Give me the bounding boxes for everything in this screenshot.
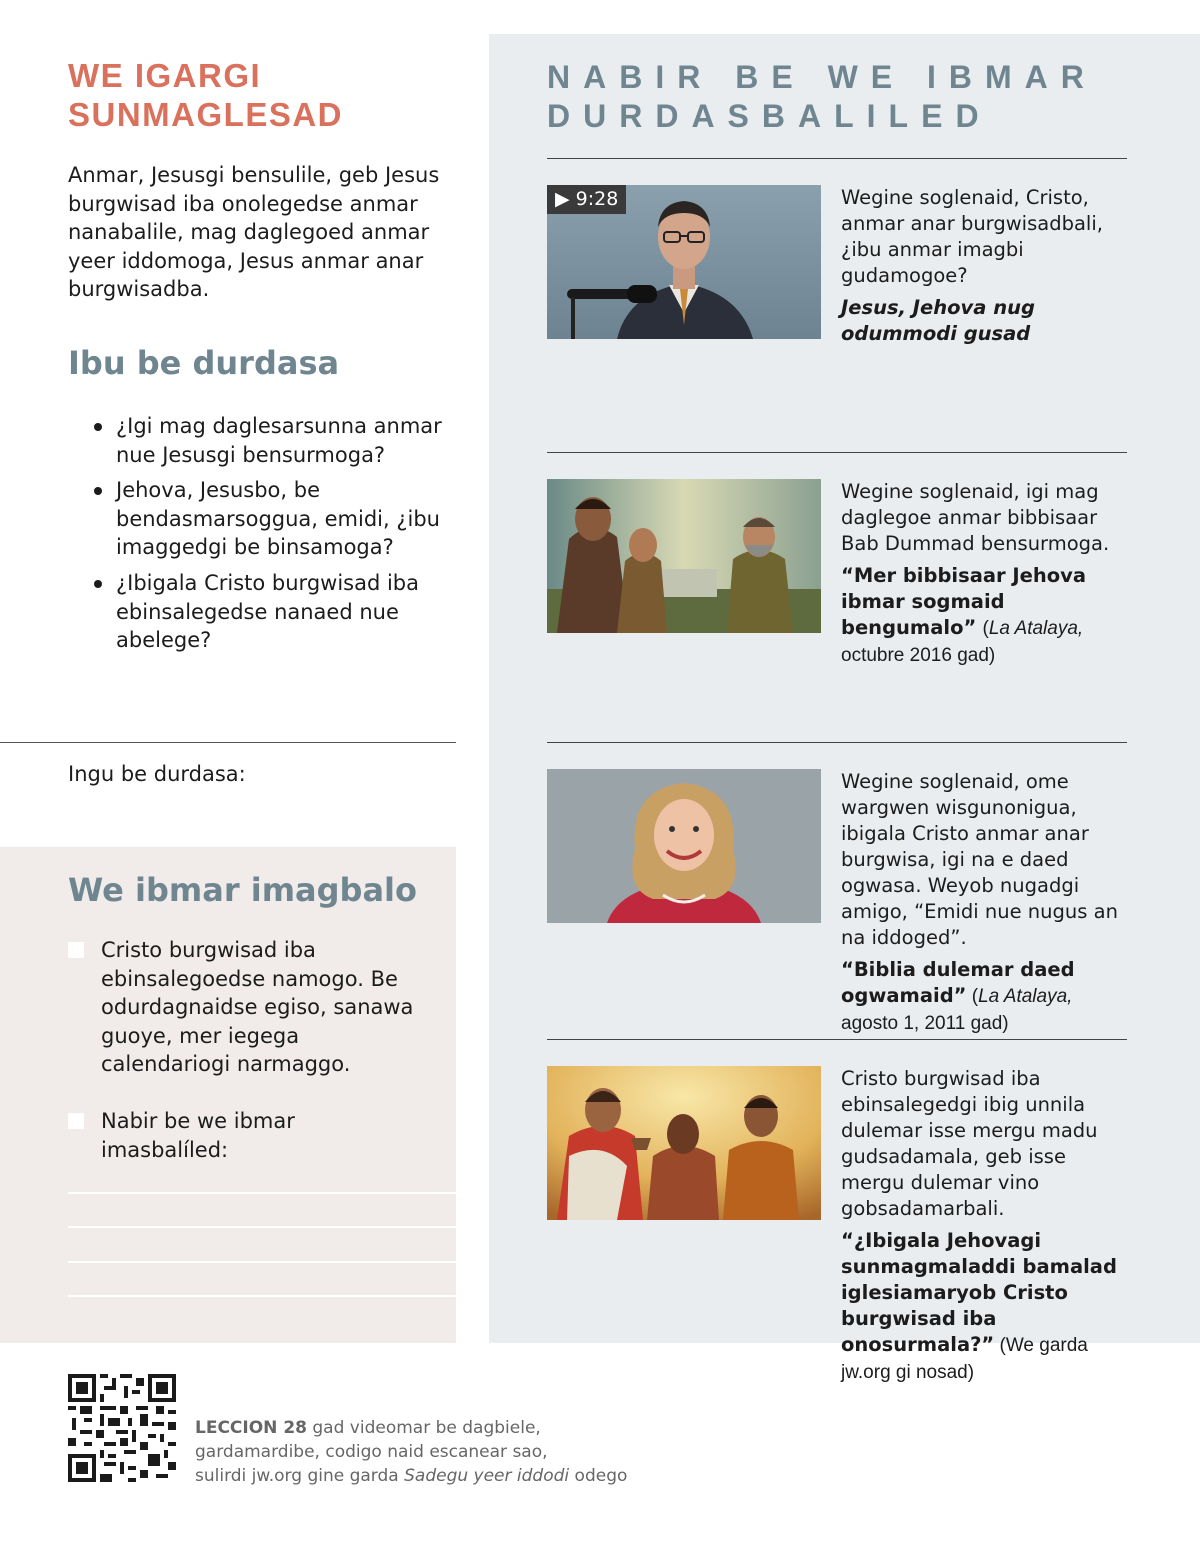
review-question-list bbox=[92, 412, 452, 662]
goal-text: Cristo burgwisad iba ebinsalegoedse namogo. Be odurdagnaidse egiso, sanawa guoye, mer iegega calendariogi narmaggo. bbox=[101, 938, 414, 1077]
bullet-icon bbox=[94, 487, 102, 495]
divider bbox=[0, 742, 456, 743]
video-thumbnail[interactable] bbox=[547, 185, 821, 339]
explore-panel bbox=[489, 34, 1200, 1383]
last-supper-icon bbox=[547, 1066, 821, 1220]
goal-item bbox=[68, 1107, 428, 1164]
divider bbox=[547, 452, 1127, 453]
article-source: (We garda jw.org gi nosad) bbox=[841, 1335, 1088, 1383]
goal-text: Nabir be we ibmar imasbalíled: bbox=[101, 1109, 295, 1162]
item-description: Cristo burgwisad iba ebinsalegedgi ibig unnila dulemar isse mergu madu gudsadamala, geb isse mergu dulemar vino gobsadamarbali. bbox=[841, 1067, 1098, 1220]
video-duration-badge: ▶ 9:28 bbox=[547, 185, 626, 214]
footer-text: LECCION 28 gad videomar be dagbiele, gardamardibe, codigo naid escanear sao, sulirdi jw.org gine garda Sadegu yeer iddodi odego bbox=[195, 1418, 628, 1486]
three-men-icon bbox=[547, 479, 821, 633]
woman-smiling-icon bbox=[547, 769, 821, 923]
divider bbox=[547, 158, 1127, 159]
article-thumbnail[interactable] bbox=[547, 769, 821, 923]
bullet-icon bbox=[94, 580, 102, 588]
summary-text: Anmar, Jesusgi bensulile, geb Jesus burgwisad iba onolegedse anmar nanabalile, mag daglegoed anmar yeer iddomoga, Jesus anmar anar burgwisadba. bbox=[68, 163, 440, 302]
write-lines[interactable] bbox=[68, 1159, 456, 1297]
divider bbox=[547, 742, 1127, 743]
article-link[interactable]: “¿Ibigala Jehovagi sunmagmaladdi bamalad iglesiamaryob Cristo burgwisad iba onosurmala?” bbox=[841, 1229, 1117, 1356]
goal-item bbox=[68, 936, 428, 1079]
other-question-label: Ingu be durdasa: bbox=[68, 762, 246, 786]
divider bbox=[547, 1039, 1127, 1040]
goals-title: We ibmar imagbalo bbox=[68, 871, 417, 909]
explore-title: NABIR BE WE IBMAR DURDASBALILED bbox=[547, 59, 1097, 134]
checkbox-icon[interactable] bbox=[68, 1113, 84, 1129]
summary-title: WE IGARGI SUNMAGLESAD bbox=[68, 57, 344, 133]
review-question: ¿Igi mag daglesarsunna anmar nue Jesusgi bensurmoga? bbox=[92, 412, 452, 469]
checkbox-icon[interactable] bbox=[68, 942, 84, 958]
item-description: Wegine soglenaid, Cristo, anmar anar burgwisadbali, ¿ibu anmar imagbi gudamogoe? bbox=[841, 186, 1103, 287]
article-source: (La Atalaya, agosto 1, 2011 gad) bbox=[841, 986, 1073, 1034]
article-link[interactable]: “Biblia dulemar daed ogwamaid” bbox=[841, 958, 1075, 1007]
review-title: Ibu be durdasa bbox=[68, 344, 340, 382]
item-description: Wegine soglenaid, igi mag daglegoe anmar bibbisaar Bab Dummad bensurmoga. bbox=[841, 480, 1110, 555]
article-source: (La Atalaya, octubre 2016 gad) bbox=[841, 618, 1084, 666]
review-question: Jehova, Jesusbo, be bendasmarsoggua, emidi, ¿ibu imaggedgi be binsamoga? bbox=[92, 476, 452, 562]
review-question: ¿Ibigala Cristo burgwisad iba ebinsalegedse nanaed nue abelege? bbox=[92, 569, 452, 655]
video-link[interactable]: Jesus, Jehova nug odummodi gusad bbox=[841, 296, 1035, 345]
goals-section bbox=[0, 847, 456, 1343]
item-description: Wegine soglenaid, ome wargwen wisgunonigua, ibigala Cristo anmar anar burgwisa, igi na e daed ogwasa. Weyob nugadgi amigo, “Emidi nue nugus an na iddoged”. bbox=[841, 770, 1118, 949]
bullet-icon bbox=[94, 423, 102, 431]
article-link[interactable]: “Mer bibbisaar Jehova ibmar sogmaid bengumalo” bbox=[841, 564, 1087, 639]
article-thumbnail[interactable] bbox=[547, 479, 821, 633]
qr-code-icon[interactable] bbox=[68, 1374, 176, 1482]
article-thumbnail[interactable] bbox=[547, 1066, 821, 1220]
